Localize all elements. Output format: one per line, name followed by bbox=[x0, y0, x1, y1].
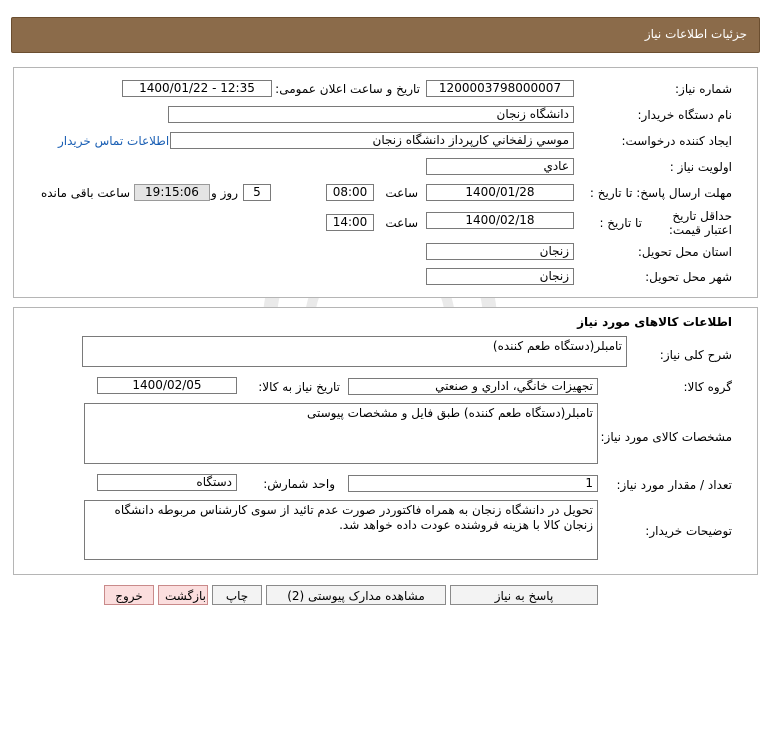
page-header bbox=[11, 17, 760, 53]
price-date-field: 1400/02/18 bbox=[426, 212, 574, 229]
exit-button[interactable]: خروج bbox=[104, 585, 154, 605]
unit-field: دستگاه bbox=[97, 474, 237, 491]
group-label: گروه کالا: bbox=[683, 380, 732, 394]
days-field: 5 bbox=[243, 184, 271, 201]
remaining-label: ساعت باقی مانده bbox=[40, 186, 130, 200]
buyer-notes-field: تحویل در دانشگاه زنجان به همراه فاکتوردر صورت عدم تائید از سوی کارشناس مربوطه دانشگاه زنجان کالا با هزینه فروشنده عودت داده خواهد شد. bbox=[84, 500, 598, 560]
price-until-label: تا تاریخ : bbox=[599, 216, 642, 230]
contact-info-link[interactable]: اطلاعات تماس خریدار bbox=[58, 134, 170, 148]
need-info-panel bbox=[13, 67, 758, 298]
province-label: استان محل تحویل: bbox=[637, 245, 732, 259]
goods-section-title: اطلاعات کالاهای مورد نیاز bbox=[577, 315, 732, 329]
price-time-label: ساعت bbox=[385, 216, 418, 230]
need-number-field: 1200003798000007 bbox=[426, 80, 574, 97]
priority-label: اولویت نیاز : bbox=[669, 160, 732, 174]
deadline-label: مهلت ارسال پاسخ: تا تاریخ : bbox=[589, 186, 732, 200]
need-number-label: شماره نیاز: bbox=[675, 82, 732, 96]
city-field: زنجان bbox=[426, 268, 574, 285]
description-label: شرح کلی نیاز: bbox=[659, 348, 732, 362]
deadline-time-field: 08:00 bbox=[326, 184, 374, 201]
spec-label: مشخصات کالای مورد نیاز: bbox=[600, 430, 732, 444]
unit-label: واحد شمارش: bbox=[263, 477, 335, 491]
print-button[interactable]: چاپ bbox=[212, 585, 262, 605]
price-time-field: 14:00 bbox=[326, 214, 374, 231]
deadline-date-field: 1400/01/28 bbox=[426, 184, 574, 201]
creator-field: موسي زلفخاني کارپرداز دانشگاه زنجان bbox=[170, 132, 574, 149]
province-field: زنجان bbox=[426, 243, 574, 260]
back-button[interactable]: بازگشت bbox=[158, 585, 208, 605]
buyer-org-field: دانشگاه زنجان bbox=[168, 106, 574, 123]
need-date-field: 1400/02/05 bbox=[97, 377, 237, 394]
remaining-time-field: 19:15:06 bbox=[134, 184, 210, 201]
group-field: تجهیزات خانگي، اداري و صنعتي bbox=[348, 378, 598, 395]
reply-button[interactable]: پاسخ به نیاز bbox=[450, 585, 598, 605]
description-field: تامبلر(دستگاه طعم کننده) bbox=[82, 336, 627, 367]
priority-field: عادي bbox=[426, 158, 574, 175]
qty-field: 1 bbox=[348, 475, 598, 492]
days-label: روز و bbox=[211, 186, 238, 200]
buyer-org-label: نام دستگاه خریدار: bbox=[637, 108, 732, 122]
buyer-notes-label: توضیحات خریدار: bbox=[645, 524, 732, 538]
view-docs-button[interactable]: مشاهده مدارک پیوستی (2) bbox=[266, 585, 446, 605]
city-label: شهر محل تحویل: bbox=[645, 270, 732, 284]
need-date-label: تاریخ نیاز به کالا: bbox=[258, 380, 340, 394]
spec-field: تامبلر(دستگاه طعم کننده) طبق فایل و مشخصات پیوستی bbox=[84, 403, 598, 464]
announce-label: تاریخ و ساعت اعلان عمومی: bbox=[275, 82, 420, 96]
page-title: جزئیات اطلاعات نیاز bbox=[644, 27, 747, 41]
qty-label: تعداد / مقدار مورد نیاز: bbox=[616, 478, 732, 492]
deadline-time-label: ساعت bbox=[385, 186, 418, 200]
creator-label: ایجاد کننده درخواست: bbox=[621, 134, 732, 148]
announce-field: 1400/01/22 - 12:35 bbox=[122, 80, 272, 97]
price-validity-label: حداقل تاریخ اعتبار قیمت: bbox=[668, 209, 732, 237]
